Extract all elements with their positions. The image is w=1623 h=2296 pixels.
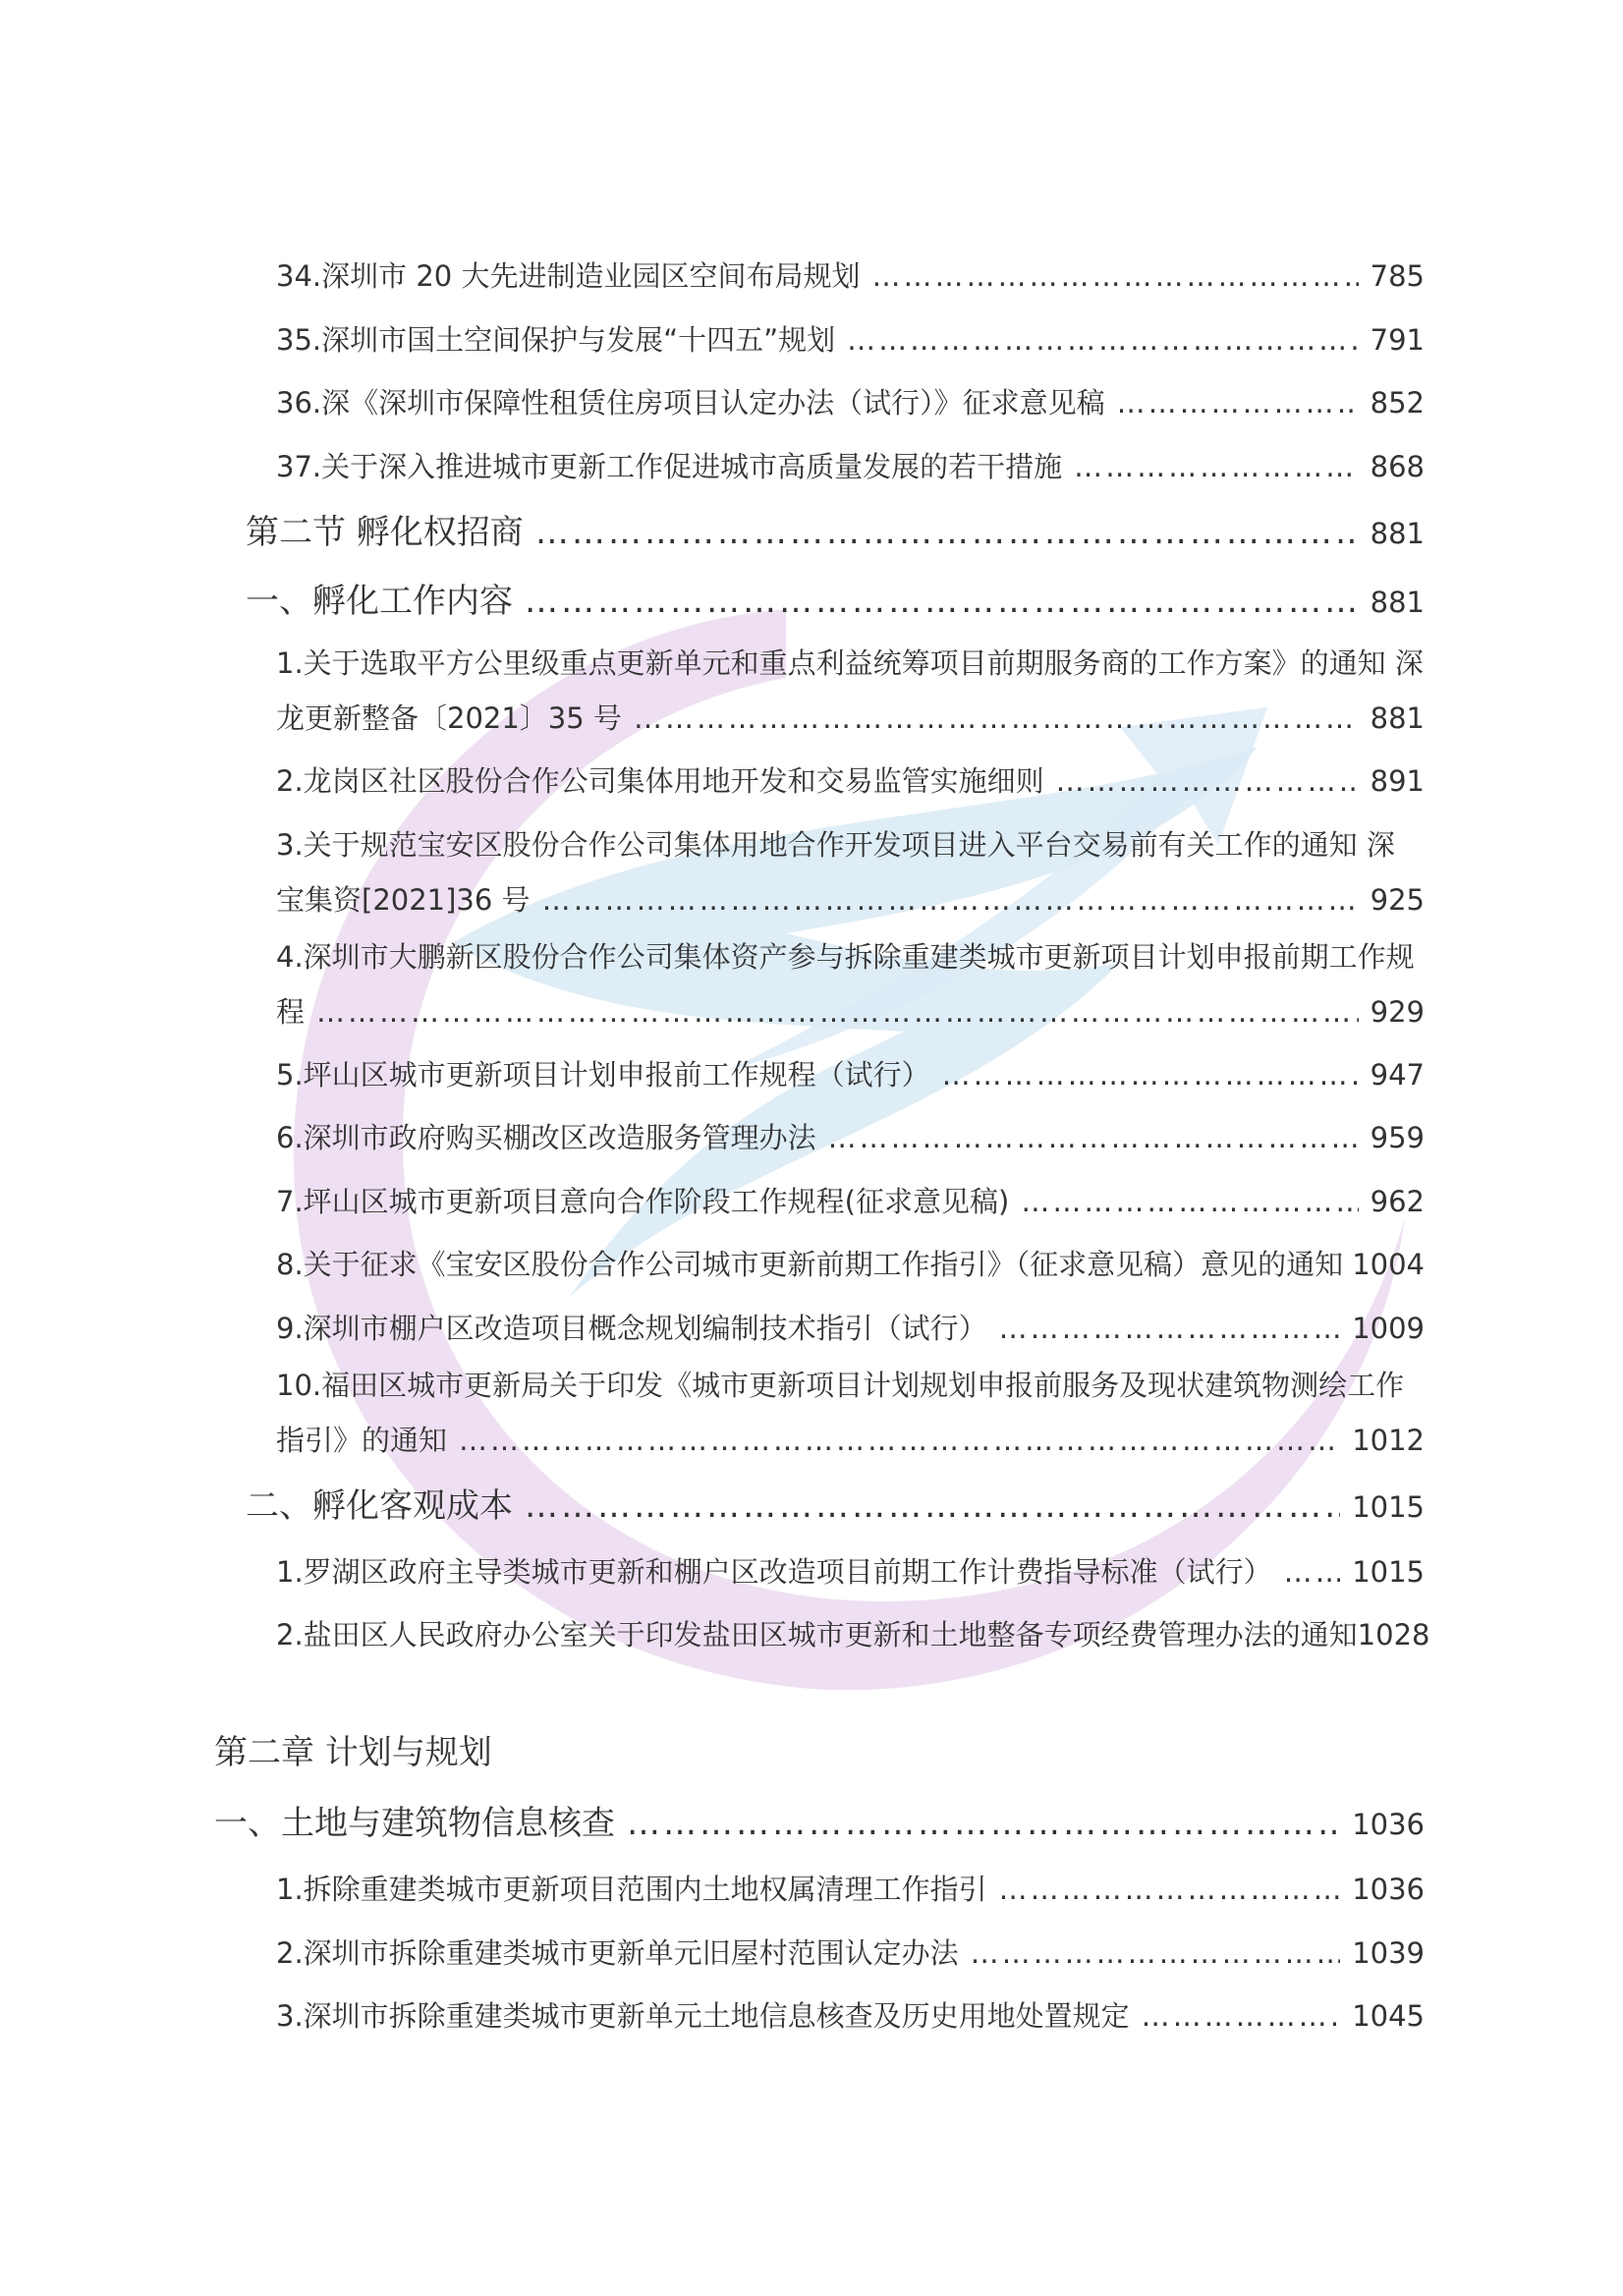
toc-entry-title: 1.拆除重建类城市更新项目范围内土地权属清理工作指引 xyxy=(276,1873,987,1906)
toc-entry[interactable] xyxy=(276,1311,1425,1346)
toc-entry-title: 5.坪山区城市更新项目计划申报前工作规程（试行） xyxy=(276,1058,930,1092)
toc-leader-dots xyxy=(525,1485,1340,1527)
toc-leader-dots xyxy=(847,322,1358,358)
toc-entry-page: 1036 xyxy=(1352,1808,1425,1841)
toc-entry-page: 881 xyxy=(1370,586,1425,619)
toc-leader-dots xyxy=(542,882,1359,918)
toc-entry[interactable] xyxy=(276,1247,1425,1282)
toc-leader-dots xyxy=(1142,1998,1341,2034)
toc-leader-dots xyxy=(1284,1554,1341,1590)
toc-entry-title: 8.关于征求《宝安区股份合作公司城市更新前期工作指引》（征求意见稿）意见的通知 xyxy=(276,1248,1344,1281)
toc-entry-title: 6.深圳市政府购买棚改区改造服务管理办法 xyxy=(276,1121,816,1154)
toc-entry[interactable] xyxy=(276,385,1425,420)
toc-leader-dots xyxy=(535,512,1359,553)
toc-leader-dots xyxy=(971,1935,1341,1971)
toc-entry[interactable] xyxy=(276,1617,1430,1652)
toc-entry-multiline[interactable] xyxy=(276,939,1425,1030)
toc-entry-page: 1009 xyxy=(1352,1312,1425,1345)
toc-leader-dots xyxy=(999,1872,1341,1907)
toc-entry-title: 2.龙岗区社区股份合作公司集体用地开发和交易监管实施细则 xyxy=(276,764,1044,798)
toc-leader-dots xyxy=(525,581,1359,622)
toc-entry-page: 929 xyxy=(1370,995,1425,1029)
toc-entry-page: 891 xyxy=(1370,764,1425,798)
toc-entry-page: 959 xyxy=(1370,1121,1425,1154)
toc-entry[interactable] xyxy=(276,1935,1425,1971)
toc-leader-dots xyxy=(634,700,1359,736)
toc-entry-title: 第二节 孵化权招商 xyxy=(246,513,524,552)
toc-entry-title-line1: 10.福田区城市更新局关于印发《城市更新项目计划规划申报前服务及现状建筑物测绘工作 xyxy=(276,1369,1405,1402)
toc-entry[interactable] xyxy=(276,322,1425,358)
toc-entry-multiline[interactable] xyxy=(276,645,1425,736)
toc-entry-page: 962 xyxy=(1370,1185,1425,1218)
toc-entry[interactable] xyxy=(276,1872,1425,1907)
toc-entry-page: 947 xyxy=(1370,1058,1425,1092)
toc-entry-page: 852 xyxy=(1370,386,1425,420)
toc-entry-title: 1.罗湖区政府主导类城市更新和棚户区改造项目前期工作计费指导标准（试行） xyxy=(276,1555,1272,1589)
toc-entry-title-line2: 龙更新整备〔2021〕35 号 xyxy=(276,701,622,735)
toc-entry-title: 3.深圳市拆除重建类城市更新单元土地信息核查及历史用地处置规定 xyxy=(276,1999,1130,2033)
toc-entry-page: 1039 xyxy=(1352,1936,1425,1970)
toc-leader-dots xyxy=(1056,763,1359,799)
toc-entry-page: 881 xyxy=(1370,517,1425,550)
toc-section-entry[interactable] xyxy=(246,581,1425,623)
toc-entry-page: 881 xyxy=(1370,701,1425,735)
toc-entry-title: 7.坪山区城市更新项目意向合作阶段工作规程(征求意见稿) xyxy=(276,1185,1010,1218)
toc-entry-page: 925 xyxy=(1370,883,1425,917)
toc-entry[interactable] xyxy=(276,1057,1425,1092)
toc-entry-page: 1015 xyxy=(1352,1490,1425,1524)
toc-entry[interactable] xyxy=(276,449,1425,484)
toc-entry[interactable] xyxy=(276,763,1425,799)
toc-entry-page: 868 xyxy=(1370,450,1425,483)
toc-entry-page: 1045 xyxy=(1352,1999,1425,2033)
toc-entry[interactable] xyxy=(276,1120,1425,1155)
chapter-heading[interactable]: 第二章 计划与规划 xyxy=(214,1733,492,1772)
toc-section-entry[interactable] xyxy=(246,1485,1425,1528)
toc-entry-title-line1: 3.关于规范宝安区股份合作公司集体用地合作开发项目进入平台交易前有关工作的通知 深 xyxy=(276,828,1395,862)
toc-entry-page: 1004 xyxy=(1352,1248,1425,1281)
toc-leader-dots xyxy=(1021,1184,1358,1219)
toc-entry-multiline[interactable] xyxy=(276,1368,1425,1458)
toc-leader-dots xyxy=(942,1057,1359,1092)
toc-leader-dots xyxy=(1074,449,1359,484)
toc-entry[interactable] xyxy=(276,1998,1425,2034)
toc-entry-page: 1028 xyxy=(1357,1618,1430,1652)
toc-leader-dots xyxy=(627,1803,1340,1844)
toc-entry-title: 一、孵化工作内容 xyxy=(246,582,513,621)
toc-entry-title: 9.深圳市棚户区改造项目概念规划编制技术指引（试行） xyxy=(276,1312,987,1345)
toc-entry[interactable] xyxy=(276,1554,1425,1590)
toc-entry-title-line2: 程 xyxy=(276,995,306,1029)
toc-entry-title: 35.深圳市国土空间保护与发展“十四五”规划 xyxy=(276,323,836,357)
toc-leader-dots xyxy=(459,1423,1340,1458)
toc-entry-title: 一、土地与建筑物信息核查 xyxy=(214,1804,615,1843)
toc-section-entry[interactable] xyxy=(214,1803,1425,1845)
toc-entry[interactable] xyxy=(276,258,1425,294)
toc-entry-page: 1012 xyxy=(1352,1424,1425,1457)
toc-entry-page: 785 xyxy=(1370,259,1425,293)
toc-entry-page: 1036 xyxy=(1352,1873,1425,1906)
toc-entry-title: 2.盐田区人民政府办公室关于印发盐田区城市更新和土地整备专项经费管理办法的通知 xyxy=(276,1618,1358,1652)
toc-leader-dots xyxy=(999,1311,1341,1346)
toc-leader-dots xyxy=(316,994,1359,1030)
toc-section-entry[interactable] xyxy=(246,512,1425,554)
toc-entry-title-line1: 4.深圳市大鹏新区股份合作公司集体资产参与拆除重建类城市更新项目计划申报前期工作规 xyxy=(276,940,1415,974)
toc-entry-title-line2: 指引》的通知 xyxy=(276,1424,448,1457)
toc-leader-dots xyxy=(1117,385,1359,420)
toc-entry-page: 791 xyxy=(1370,323,1425,357)
toc-entry-title: 34.深圳市 20 大先进制造业园区空间布局规划 xyxy=(276,259,861,293)
toc-entry-page: 1015 xyxy=(1352,1555,1425,1589)
toc-entry[interactable] xyxy=(276,1184,1425,1219)
toc-entry-multiline[interactable] xyxy=(276,827,1425,918)
toc-entry-title: 36.深《深圳市保障性租赁住房项目认定办法（试行）》征求意见稿 xyxy=(276,386,1105,420)
toc-leader-dots xyxy=(828,1120,1359,1155)
toc-leader-dots xyxy=(871,258,1358,294)
toc-entry-title: 二、孵化客观成本 xyxy=(246,1486,513,1526)
toc-entry-title: 2.深圳市拆除重建类城市更新单元旧屋村范围认定办法 xyxy=(276,1936,959,1970)
toc-entry-title-line2: 宝集资[2021]36 号 xyxy=(276,883,531,917)
toc-entry-title: 37.关于深入推进城市更新工作促进城市高质量发展的若干措施 xyxy=(276,450,1063,483)
toc-entry-title-line1: 1.关于选取平方公里级重点更新单元和重点利益统筹项目前期服务商的工作方案》的通知 深 xyxy=(276,646,1424,680)
